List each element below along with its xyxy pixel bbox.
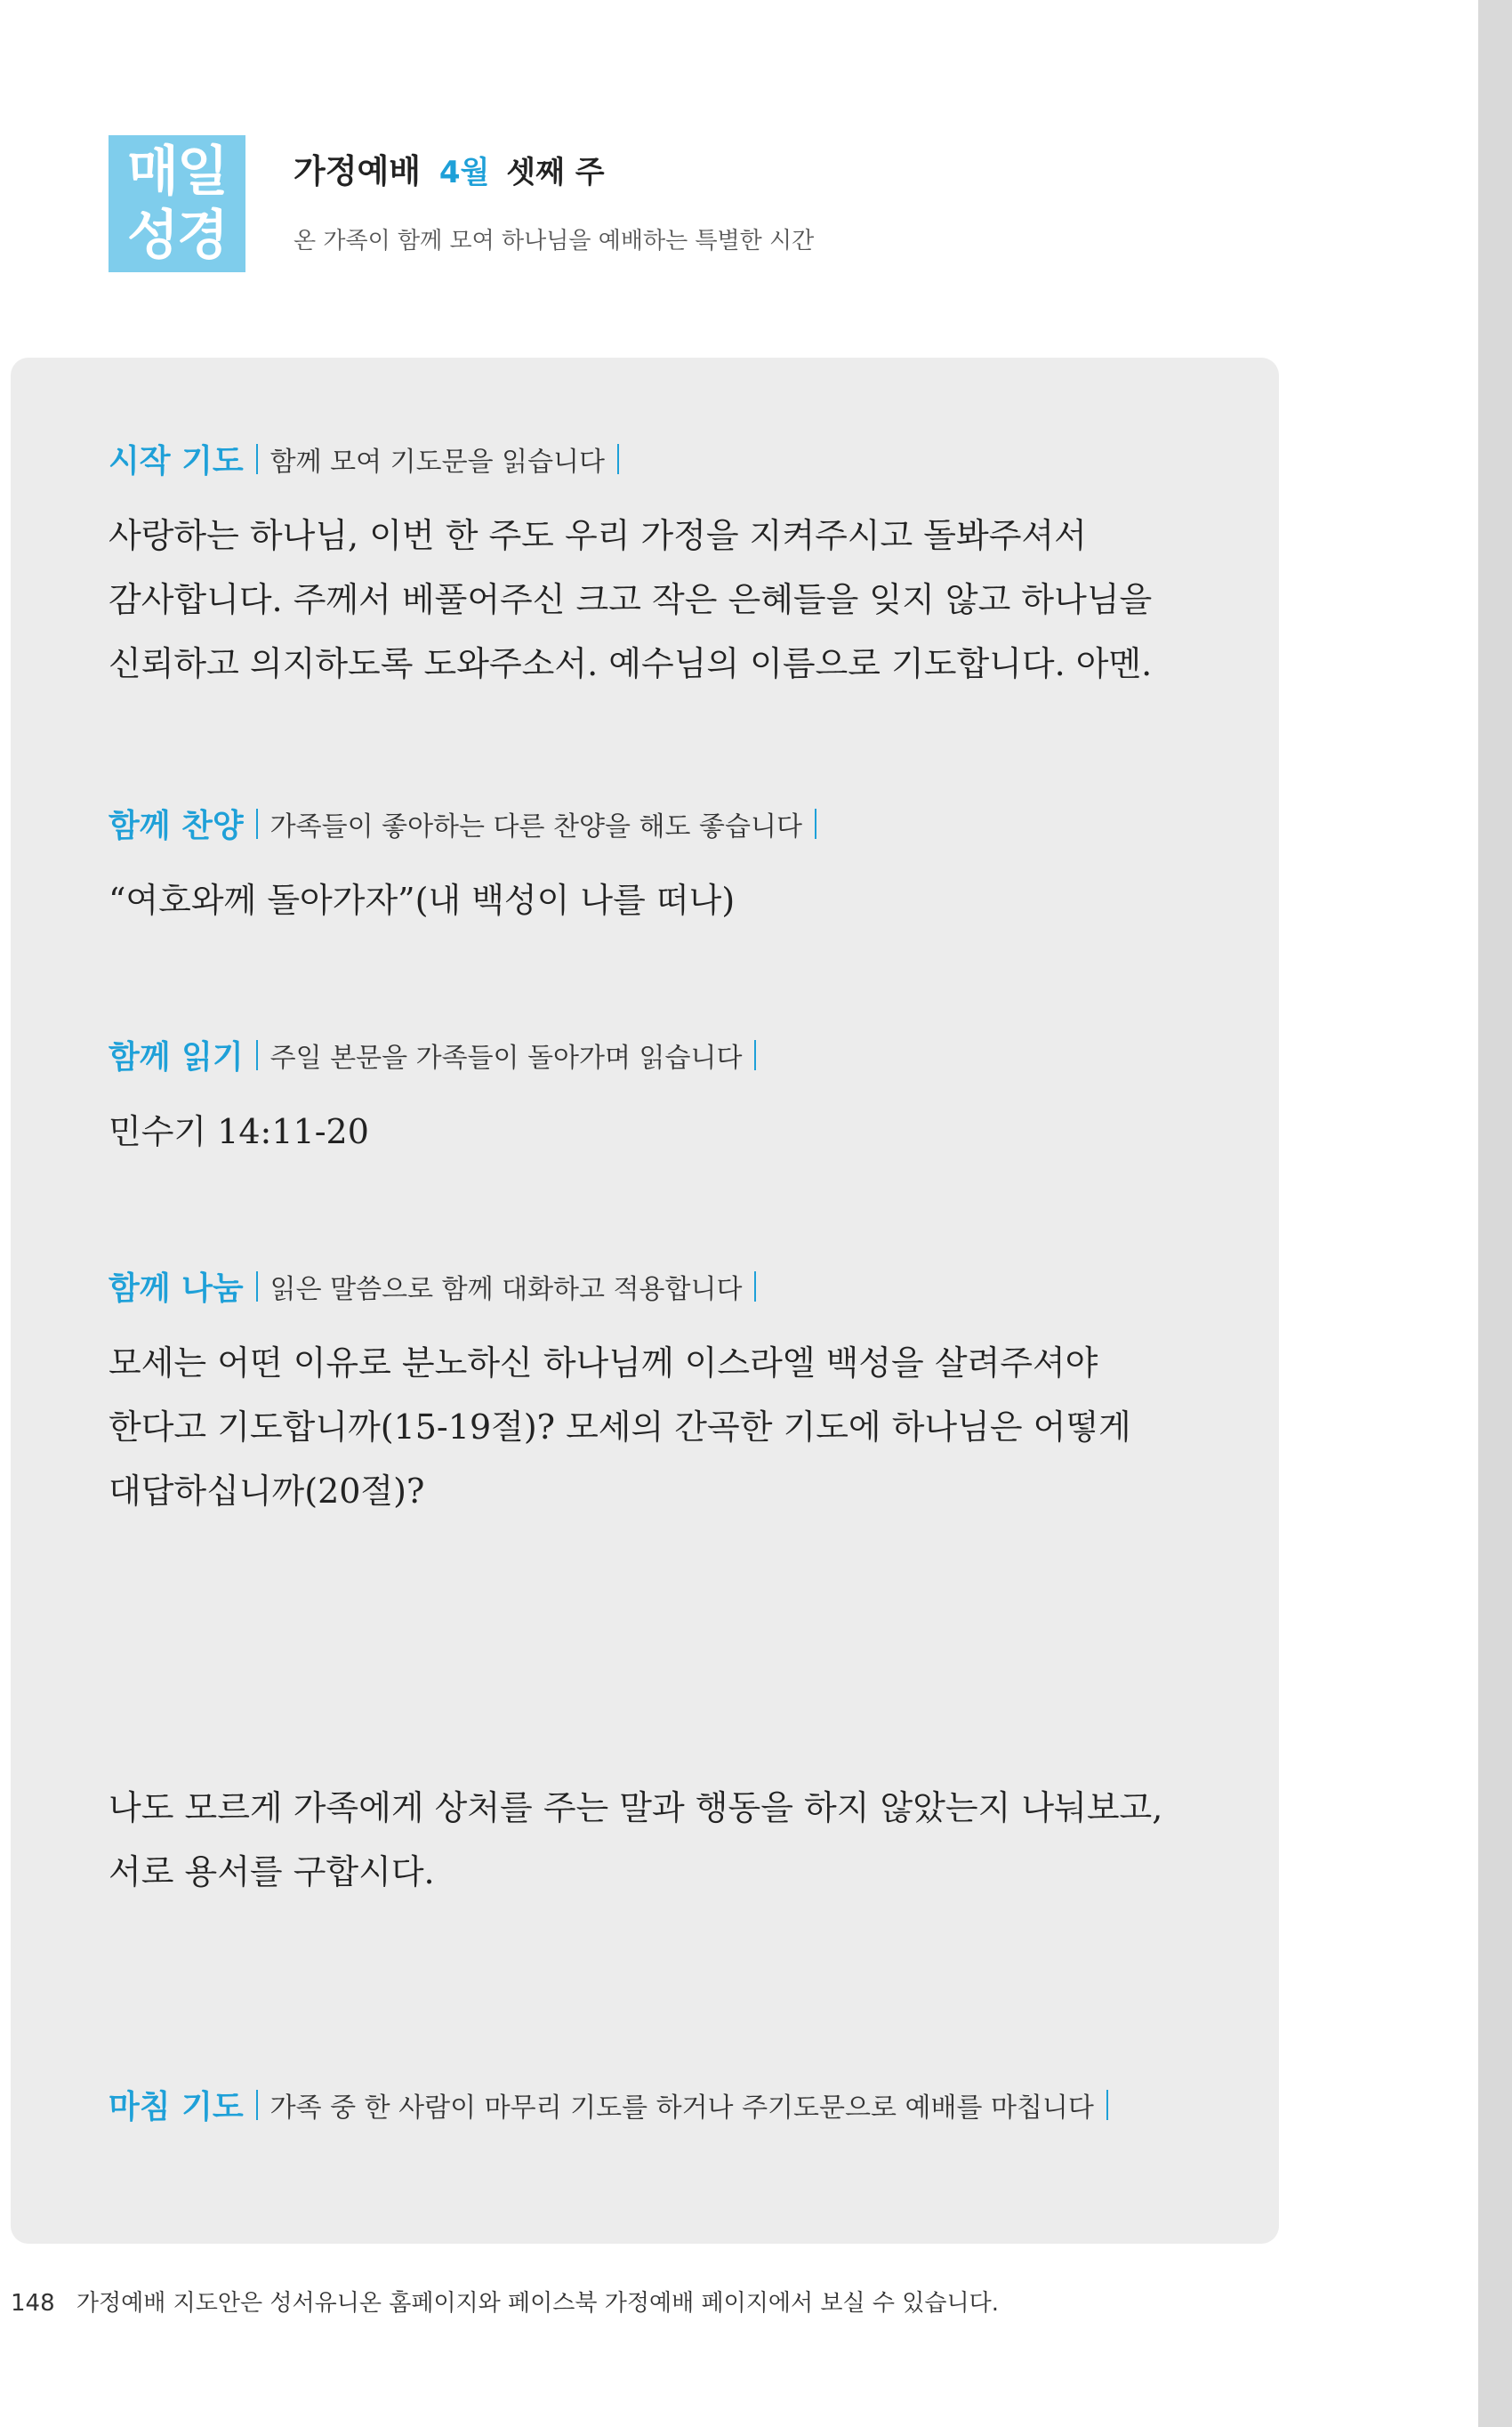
- page-subtitle: 온 가족이 함께 모여 하나님을 예배하는 특별한 시간: [294, 228, 815, 254]
- section-praise-heading: [109, 801, 829, 846]
- page-edge-strip: [1478, 0, 1512, 2427]
- section-closing-prayer-heading: [109, 2082, 1121, 2127]
- opening-prayer-text: 사랑하는 하나님, 이번 한 주도 우리 가정을 지켜주시고 돌봐주셔서 감사합니다. 주께서 베풀어주신 크고 작은 은혜들을 잊지 않고 하나님을 신뢰하고 의지하도록 도와주소서. 예수님의 이름으로 기도합니다. 아멘.: [109, 516, 1153, 683]
- sharing-question: 모세는 어떤 이유로 분노하신 하나님께 이스라엘 백성을 살려주셔야 한다고 기도합니까(15-19절)? 모세의 간곡한 기도에 하나님은 어떻게 대답하십니까(20절)?: [109, 1343, 1131, 1511]
- section-label: 함께 읽기: [109, 1039, 244, 1076]
- section-description: 가족 중 한 사람이 마무리 기도를 하거나 주기도문으로 예배를 마칩니다: [269, 2092, 1094, 2124]
- divider-bar: [256, 1040, 258, 1070]
- section-label: 함께 나눔: [109, 1270, 244, 1307]
- page-footer: [11, 2285, 999, 2318]
- divider-bar: [754, 1271, 756, 1302]
- divider-bar: [1106, 2090, 1108, 2120]
- title-month: 4월: [438, 155, 490, 190]
- divider-bar: [256, 2090, 258, 2120]
- section-label: 시작 기도: [109, 443, 244, 480]
- section-label: 마침 기도: [109, 2089, 244, 2125]
- section-opening-prayer-heading: [109, 436, 631, 481]
- section-sharing-heading: [109, 1263, 768, 1309]
- divider-bar: [256, 809, 258, 839]
- scripture-reference: 민수기 14:11-20: [109, 1112, 369, 1151]
- divider-bar: [617, 444, 619, 474]
- divider-bar: [256, 1271, 258, 1302]
- logo-line-2: 성경: [127, 205, 227, 267]
- divider-bar: [754, 1040, 756, 1070]
- section-description: 읽은 말씀으로 함께 대화하고 적용합니다: [269, 1273, 743, 1305]
- divider-bar: [815, 809, 816, 839]
- section-description: 가족들이 좋아하는 다른 찬양을 해도 좋습니다: [269, 810, 802, 843]
- sharing-application: 나도 모르게 가족에게 상처를 주는 말과 행동을 하지 않았는지 나눠보고, 서로 용서를 구합시다.: [109, 1788, 1163, 1891]
- logo-line-1: 매일: [127, 141, 227, 203]
- section-description: 주일 본문을 가족들이 돌아가며 읽습니다: [269, 1042, 743, 1074]
- section-label: 함께 찬양: [109, 808, 244, 844]
- divider-bar: [256, 444, 258, 474]
- page-number: 148: [11, 2290, 55, 2317]
- title-week: 셋째 주: [506, 155, 605, 190]
- section-description: 함께 모여 기도문을 읽습니다: [269, 446, 606, 478]
- page-title: [294, 144, 605, 192]
- title-text: 가정예배: [294, 152, 421, 190]
- footer-note: 가정예배 지도안은 성서유니온 홈페이지와 페이스북 가정예배 페이지에서 보실 수 있습니다.: [76, 2290, 999, 2317]
- daily-bible-logo: [109, 135, 245, 272]
- section-reading-heading: [109, 1032, 768, 1077]
- praise-song-title: “여호와께 돌아가자”(내 백성이 나를 떠나): [109, 881, 736, 920]
